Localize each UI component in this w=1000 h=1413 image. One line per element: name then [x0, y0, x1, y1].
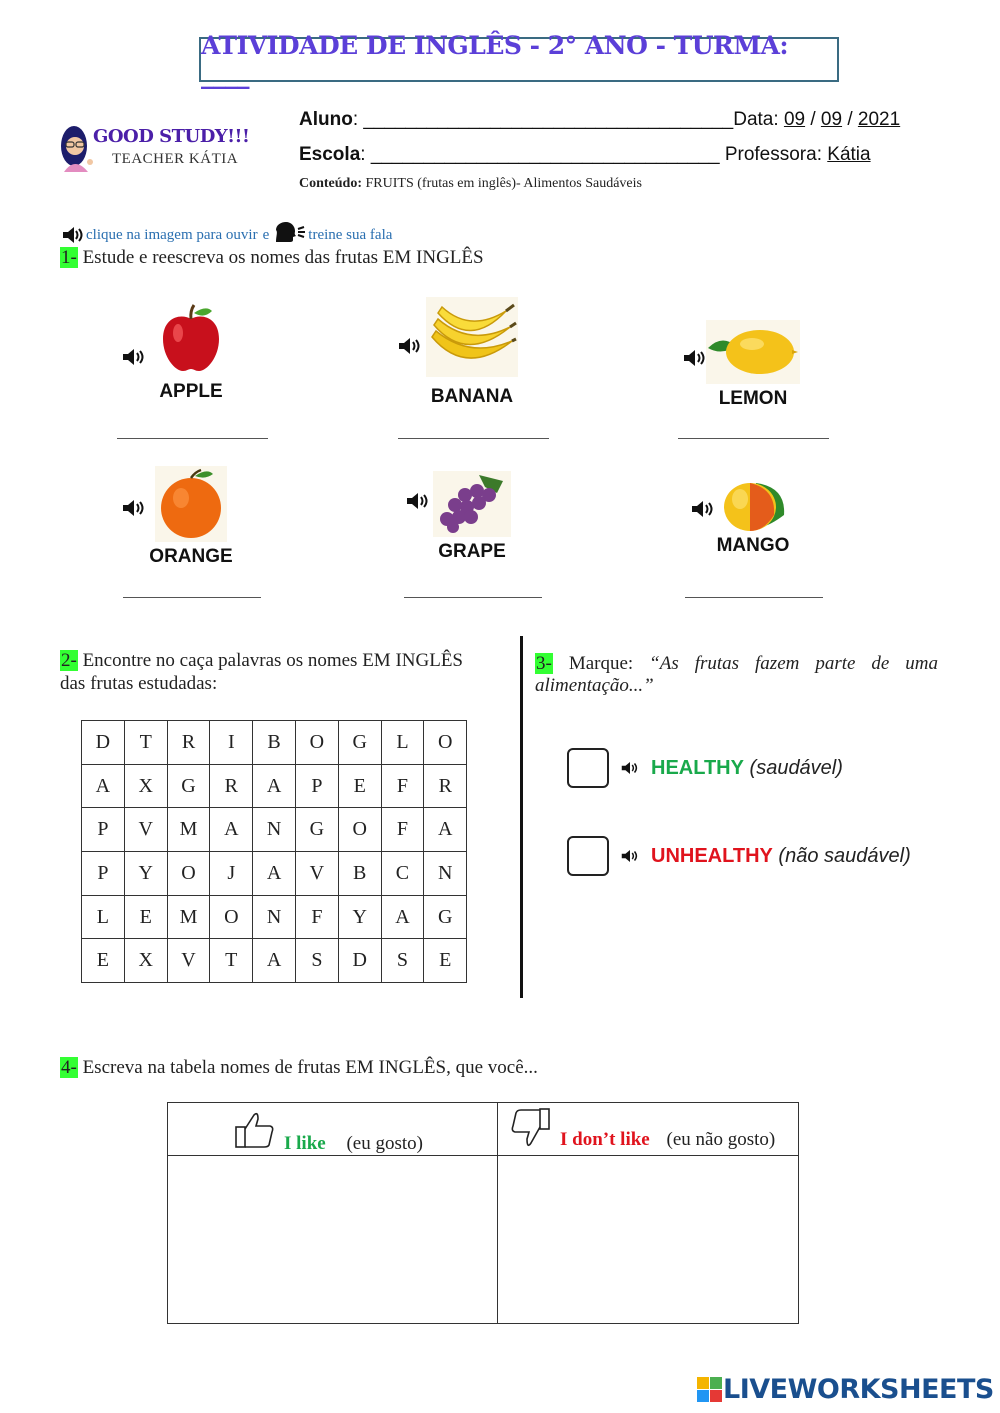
grid-cell[interactable]: A [424, 808, 467, 852]
fruit-label-apple: APPLE [159, 381, 223, 402]
audio-hint [62, 222, 392, 244]
grid-cell[interactable]: O [167, 852, 210, 896]
grid-cell[interactable]: C [381, 852, 424, 896]
grid-cell[interactable]: R [424, 764, 467, 808]
audio-hint-text: clique na imagem para ouvir [86, 227, 258, 243]
speaker-icon [62, 226, 84, 244]
student-label: Aluno [299, 109, 353, 130]
dislike-answer-cell[interactable] [498, 1157, 799, 1324]
fruit-label-lemon: LEMON [718, 388, 788, 409]
question-text: Encontre no caça palavras os nomes EM INGLÊS [82, 650, 463, 671]
audio-hint-text-2: treine sua fala [308, 227, 393, 243]
date-year: 2021 [857, 109, 901, 130]
date-label: Data: [733, 109, 779, 130]
grid-cell[interactable]: E [424, 939, 467, 983]
question-text: Estude e reescreva os nomes das frutas EM INGLÊS [82, 247, 484, 268]
like-table [167, 1102, 799, 1324]
date-day: 09 [783, 109, 806, 130]
content-line [299, 176, 642, 192]
grid-cell[interactable]: S [381, 939, 424, 983]
speaker-icon[interactable] [406, 491, 430, 511]
grid-cell[interactable]: X [124, 764, 167, 808]
orange-image[interactable] [155, 466, 227, 542]
question-text: Escreva na tabela nomes de frutas EM INGLÊS, que você... [82, 1057, 538, 1078]
grid-cell[interactable]: B [338, 852, 381, 896]
table-row [82, 939, 467, 983]
dislike-header [560, 1129, 775, 1151]
fruit-label-grape: GRAPE [438, 541, 506, 562]
grid-cell[interactable]: E [82, 939, 125, 983]
grid-cell[interactable]: M [167, 895, 210, 939]
thumbs-down-icon [511, 1107, 551, 1151]
grid-cell[interactable]: M [167, 808, 210, 852]
question-number: 1- [61, 247, 77, 268]
grid-cell[interactable]: T [210, 939, 253, 983]
grid-cell[interactable]: Y [124, 852, 167, 896]
grid-cell[interactable]: V [124, 808, 167, 852]
question-3 [535, 652, 938, 675]
question-text-2: das frutas estudadas: [60, 673, 218, 694]
speaker-icon[interactable] [122, 347, 146, 367]
grid-cell[interactable]: P [82, 808, 125, 852]
like-translation: (eu gosto) [346, 1133, 423, 1154]
grid-cell[interactable]: A [82, 764, 125, 808]
grid-cell[interactable]: O [338, 808, 381, 852]
grid-cell[interactable]: N [253, 895, 296, 939]
healthy-option [651, 757, 843, 780]
grid-cell[interactable]: S [295, 939, 338, 983]
liveworksheets-logo [697, 1374, 994, 1405]
speaker-icon[interactable] [398, 336, 422, 356]
answer-field-banana[interactable] [398, 438, 549, 439]
unhealthy-option [651, 845, 911, 868]
banana-image[interactable] [426, 297, 518, 377]
speaker-icon[interactable] [683, 348, 707, 368]
question-1 [60, 247, 484, 269]
answer-field-apple[interactable] [117, 438, 268, 439]
grid-cell[interactable]: F [381, 808, 424, 852]
grid-cell[interactable]: Y [338, 895, 381, 939]
title-box [199, 30, 839, 89]
school-field[interactable]: _________________________________ [370, 144, 720, 165]
speaker-icon[interactable] [691, 499, 715, 519]
fruit-label-banana: BANANA [430, 386, 514, 407]
speaker-icon[interactable] [621, 848, 639, 864]
grid-cell[interactable]: F [295, 895, 338, 939]
fruit-label-orange: ORANGE [149, 546, 233, 567]
grid-cell[interactable]: V [167, 939, 210, 983]
apple-image[interactable] [158, 303, 224, 373]
question-number: 3- [536, 653, 552, 674]
speaker-icon[interactable] [122, 498, 146, 518]
grid-cell[interactable]: R [210, 764, 253, 808]
unhealthy-translation: (não saudável) [778, 845, 911, 867]
grid-cell[interactable]: F [381, 764, 424, 808]
grid-cell[interactable]: E [124, 895, 167, 939]
question-2 [60, 649, 500, 695]
grid-cell[interactable]: J [210, 852, 253, 896]
healthy-label: HEALTHY [651, 757, 744, 779]
answer-field-mango[interactable] [685, 597, 823, 598]
question-number: 4- [61, 1057, 77, 1078]
grid-cell[interactable]: E [338, 764, 381, 808]
grid-cell[interactable]: N [424, 852, 467, 896]
student-field[interactable]: ___________________________________ [363, 109, 734, 130]
healthy-checkbox[interactable] [567, 748, 609, 788]
logo-title: GOOD STUDY!!! [93, 126, 250, 147]
grid-cell[interactable]: R [167, 721, 210, 765]
like-header [284, 1133, 423, 1155]
grid-cell[interactable]: O [210, 895, 253, 939]
grid-cell[interactable]: P [295, 764, 338, 808]
table-row [82, 852, 467, 896]
question-quote-2: alimentação...” [535, 675, 654, 696]
question-3-cont [535, 675, 654, 697]
grid-cell[interactable]: D [338, 939, 381, 983]
grid-cell[interactable]: G [338, 721, 381, 765]
table-row [82, 808, 467, 852]
unhealthy-label: UNHEALTHY [651, 845, 773, 867]
grid-cell[interactable]: X [124, 939, 167, 983]
dislike-translation: (eu não gosto) [666, 1129, 776, 1150]
grid-cell[interactable]: O [295, 721, 338, 765]
grid-cell[interactable]: B [253, 721, 296, 765]
grid-cell[interactable]: D [82, 721, 125, 765]
liveworksheets-icon [697, 1377, 723, 1403]
speaker-icon[interactable] [621, 760, 639, 776]
unhealthy-checkbox[interactable] [567, 836, 609, 876]
answer-field-grape[interactable] [404, 597, 542, 598]
content-label: Conteúdo: [299, 176, 363, 191]
fruit-label-mango: MANGO [716, 535, 790, 556]
grid-cell[interactable]: P [82, 852, 125, 896]
grid-cell[interactable]: A [253, 939, 296, 983]
speaking-head-icon [274, 222, 306, 244]
question-4 [60, 1057, 538, 1079]
question-number: 2- [61, 650, 77, 671]
mango-image[interactable] [720, 475, 788, 533]
grid-cell[interactable]: V [295, 852, 338, 896]
grid-cell[interactable]: L [82, 895, 125, 939]
answer-field-lemon[interactable] [678, 438, 829, 439]
school-line: Escola: _________________________________ Professora: Kátia [299, 144, 871, 165]
lemon-image[interactable] [706, 320, 800, 384]
column-divider [520, 636, 523, 998]
teacher-name: Kátia [827, 144, 871, 165]
table-row [82, 764, 467, 808]
grid-cell[interactable]: I [210, 721, 253, 765]
grid-cell[interactable]: A [253, 852, 296, 896]
page-title: ATIVIDADE DE INGLÊS - 2° ANO - TURMA: ____ [201, 30, 789, 89]
grid-cell[interactable]: L [381, 721, 424, 765]
student-line: Aluno: ___________________________________Data: 09 / 09 / 2021 [299, 109, 901, 130]
table-row [82, 895, 467, 939]
grid-cell[interactable]: A [381, 895, 424, 939]
logo-subtitle: TEACHER KÁTIA [112, 151, 239, 167]
grid-cell[interactable]: A [253, 764, 296, 808]
answer-field-orange[interactable] [123, 597, 261, 598]
grid-cell[interactable]: N [253, 808, 296, 852]
content-text: FRUITS (frutas em inglês)- Alimentos Saudáveis [365, 176, 642, 191]
question-quote: “As frutas fazem parte de uma [649, 653, 939, 674]
grid-cell[interactable]: A [210, 808, 253, 852]
grid-cell[interactable]: G [424, 895, 467, 939]
dislike-label: I don’t like [560, 1129, 650, 1150]
grape-image[interactable] [433, 471, 511, 537]
like-label: I like [284, 1133, 326, 1154]
teacher-label: Professora: [724, 144, 822, 165]
grid-cell[interactable]: T [124, 721, 167, 765]
healthy-translation: (saudável) [749, 757, 843, 779]
school-label: Escola [299, 144, 361, 165]
watermark-text: LIVEWORKSHEETS [723, 1374, 994, 1405]
word-search-grid [81, 720, 467, 983]
like-answer-cell[interactable] [168, 1157, 497, 1324]
grid-cell[interactable]: G [167, 764, 210, 808]
thumbs-up-icon [234, 1109, 276, 1151]
date-month: 09 [820, 109, 843, 130]
grid-cell[interactable]: O [424, 721, 467, 765]
audio-hint-and: e [262, 227, 270, 243]
grid-cell[interactable]: G [295, 808, 338, 852]
question-prefix: Marque: [568, 653, 634, 674]
table-row [82, 721, 467, 765]
